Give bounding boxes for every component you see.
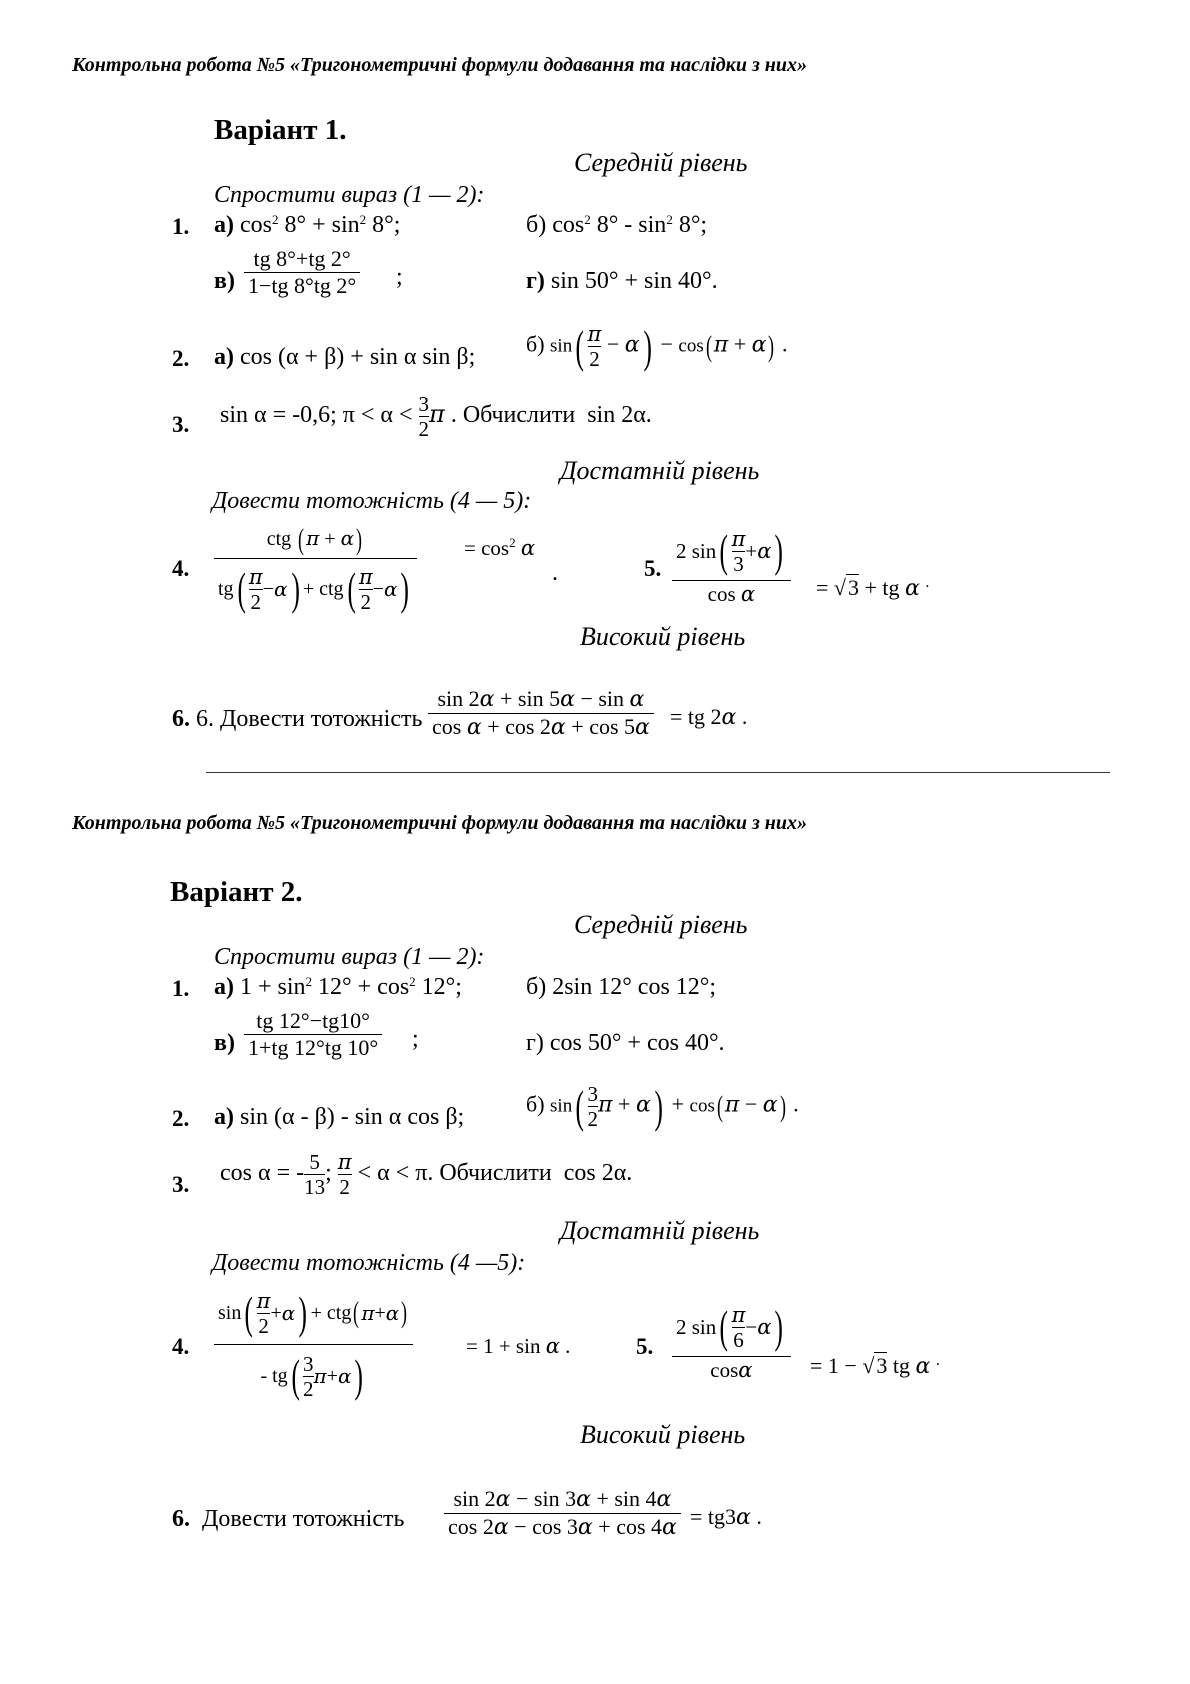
task-6-text: 6. Довести тотожність [196,706,423,732]
task-4-fraction: ctg ( π + α) tg ( π 2 − α ) + ctg ( π 2 − α ) [214,518,417,619]
instruction-simplify: Спростити вираз (1 — 2): [214,944,485,970]
task-6-rhs: = tg3α . [690,1504,762,1530]
separator-line [206,772,1110,773]
task-4-fraction: sin ( π 2 + α ) + ctg ( π + α ) - tg ( 3 2 π + α ) [214,1282,413,1407]
task-number: 5. [644,556,662,581]
task-2a: а) sin (α - β) - sin α cos β; [214,1104,465,1130]
level-high-heading: Високий рівень [580,622,746,651]
task-2a: а) cos (α + β) + sin α sin β; [214,344,476,370]
task-6-fraction: sin 2α − sin 3α + sin 4α cos 2α − cos 3α + cos 4α [444,1486,681,1541]
task-3: cos α = - $\frac{5}{13}$ ; $\frac{\pi}{2}$ < α < π. Обчислити cos 2α. [220,1150,633,1199]
task-3-target: cos 2α. [563,1160,633,1187]
task-1b: б) 2sin 12° cos 12°; [526,974,717,1000]
variant-title: Варіант 2. [170,876,303,908]
task-1d: г) sin 50° + sin 40°. [526,268,718,294]
task-6-label: 6. 6. Довести тотожність [172,706,423,732]
task-1a: а) $\cos^2 8^\circ + \sin^2 8^\circ$; [214,212,401,238]
task-1c-label: в) [214,1030,235,1056]
task-2b: б) sin( $\frac{\pi}{2}$ − α) − cos(π + α) . [526,320,788,372]
task-1b: б) $\cos^2 8^\circ - \sin^2 8^\circ$; [526,212,708,238]
task-4-rhs: = $\cos^2 \alpha$ [464,535,536,560]
variant-title: Варіант 1. [214,114,347,146]
task-3: sin α = -0,6; π < α < $\frac{3}{2}$ π . Обчислити sin 2α. [220,392,652,441]
task-5-fraction: 2 sin ( π 3 + α ) cos α [672,522,791,607]
task-4-end: . [552,560,558,586]
level-medium-heading: Середній рівень [574,148,748,177]
instruction-prove: Довести тотожність (4 — 5): [212,488,532,514]
level-sufficient-heading: Достатній рівень [560,456,760,485]
worksheet-header: Контрольна робота №5 «Тригонометричні формули додавання та наслідки з них» [72,812,807,834]
task-number: 4. [172,556,190,581]
task-3-compute: Обчислити [439,1160,552,1187]
task-number: 4. [172,1334,190,1359]
task-number: 1. [172,976,190,1001]
level-medium-heading: Середній рівень [574,910,748,939]
level-high-heading: Високий рівень [580,1420,746,1449]
task-number: 3. [172,1172,190,1197]
level-sufficient-heading: Достатній рівень [560,1216,760,1245]
task-1c-label: в) [214,268,235,294]
task-6-fraction: sin 2α + sin 5α − sin α cos α + cos 2α + cos 5α [428,686,654,741]
task-3-target: sin 2α. [587,402,652,429]
task-6-label: 6. Довести тотожність [172,1506,405,1532]
task-1d: г) cos 50° + cos 40°. [526,1030,725,1056]
task-1c-fraction: tg 12°−tg10° 1+tg 12°tg 10° [244,1008,382,1061]
task-1c-sep: ; [412,1026,419,1052]
worksheet-header: Контрольна робота №5 «Тригонометричні формули додавання та наслідки з них» [72,54,807,76]
task-number: 2. [172,346,190,371]
task-1c-sep: ; [396,264,403,290]
task-number: 5. [636,1334,654,1359]
task-5-rhs: = 1 − √3 tg α . [810,1352,940,1379]
task-4-rhs: = 1 + sin α . [466,1334,571,1358]
task-6-rhs: = tg 2α . [670,704,748,730]
instruction-prove: Довести тотожність (4 —5): [212,1250,526,1276]
task-1a: а) $1 + \sin^2 12^\circ + \cos^2 12^\circ$; [214,974,462,1000]
task-3-compute: Обчислити [462,402,576,429]
task-5-fraction: 2 sin ( π 6 − α ) cosα [672,1298,791,1383]
task-number: 1. [172,214,190,239]
task-1c-fraction: tg 8°+tg 2° 1−tg 8°tg 2° [244,246,360,299]
task-number: 3. [172,412,190,437]
task-6-text: Довести тотожність [202,1506,405,1532]
task-5-rhs: = √3 + tg α . [816,574,930,601]
task-2b: б) sin( $\frac{3}{2}$ π + α) + cos(π − α) . [526,1080,799,1132]
task-number: 2. [172,1106,190,1131]
instruction-simplify: Спростити вираз (1 — 2): [214,182,485,208]
